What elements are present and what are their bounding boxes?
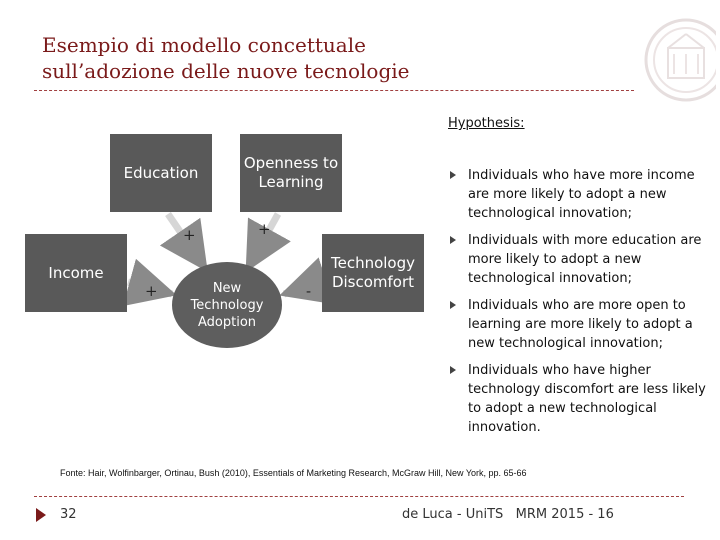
title-line-1: Esempio di modello concettuale [42,33,366,57]
hypothesis-text: Individuals who are more open to learning are more likely to adopt a new technological innovation; [468,298,693,351]
bullet-arrow-icon [450,301,456,309]
sign-income: + [145,282,158,300]
node-education [110,134,212,212]
footer-divider [34,496,684,497]
sign-discomfort: - [306,282,312,300]
bullet-arrow-icon [450,366,456,374]
list-item [448,231,710,288]
hypothesis-text: Individuals who have higher technology discomfort are less likely to adopt a new technological innovation. [468,363,706,435]
bullet-arrow-icon [450,171,456,179]
node-income-label: Income [48,263,104,282]
page-number: 32 [60,507,77,522]
title-line-2: sull’adozione delle nuove tecnologie [42,59,410,83]
hypothesis-title: Hypothesis: [448,116,525,131]
node-adoption-label: New Technology Adoption [190,280,264,330]
sign-openness: + [258,220,271,238]
node-openness-label: Openness to Learning [243,154,339,191]
source-citation: Fonte: Hair, Wolfinbarger, Ortinau, Bush (2010), Essentials of Marketing Research, McGraw Hill, New York, pp. 65-66 [60,468,527,478]
node-discomfort-label: Technology Discomfort [330,254,416,291]
node-income [25,234,127,312]
sign-education: + [183,226,196,244]
list-item [448,296,710,353]
footer-credit: de Luca - UniTS MRM 2015 - 16 [402,507,614,522]
bullet-arrow-icon [450,236,456,244]
list-item [448,166,710,223]
hypothesis-list [448,166,710,445]
hypothesis-text: Individuals with more education are more likely to adopt a new technological innovation; [468,233,702,286]
footer-arrow-icon [36,508,46,522]
list-item [448,361,710,437]
node-technology-discomfort [322,234,424,312]
node-openness [240,134,342,212]
node-education-label: Education [123,163,199,182]
hypothesis-text: Individuals who have more income are more likely to adopt a new technological innovation; [468,168,695,221]
arrow-discomfort-adoption [284,282,322,294]
node-technology-adoption [172,262,282,348]
